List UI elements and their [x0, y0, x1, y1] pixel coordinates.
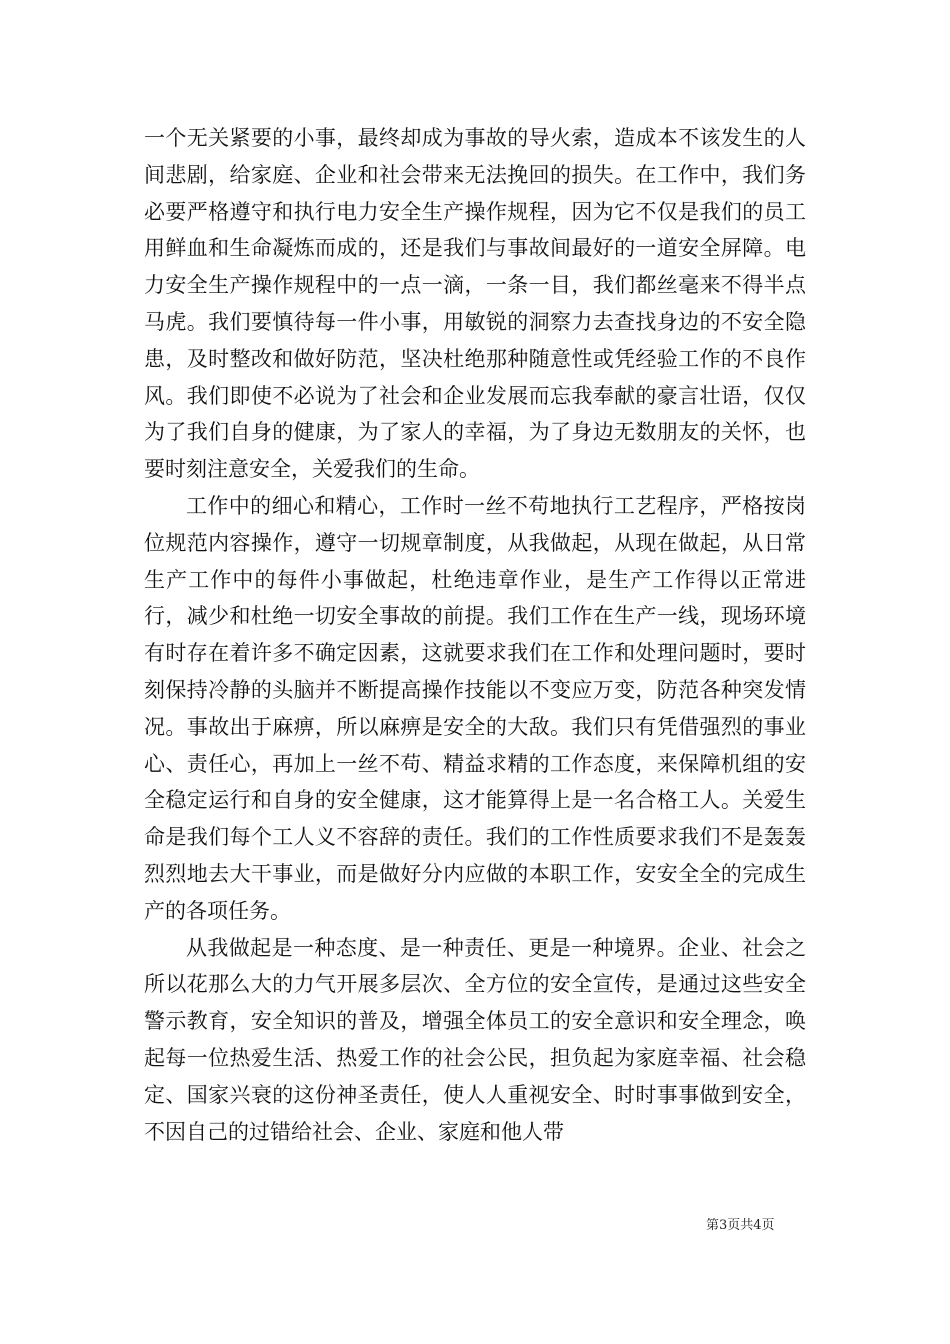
page-number-footer: 第3页共4页 — [706, 1218, 775, 1233]
paragraph-work-diligence: 工作中的细心和精心，工作时一丝不苟地执行工艺程序，严格按岗位规范内容操作，遵守一切规章制度，从我做起，从现在做起，从日常生产工作中的每件小事做起，杜绝违章作业，是生产工作得以正常进行，减少和杜绝一切安全事故的前提。我们工作在生产一线，现场环境有时存在着许多不确定因素，这就要求我们在工作和处理问题时，要时刻保持冷静的头脑并不断提高操作技能以不变应万变，防范各种突发情况。事故出于麻痹，所以麻痹是安全的大敌。我们只有凭借强烈的事业心、责任心，再加上一丝不苟、精益求精的工作态度，来保障机组的安全稳定运行和自身的安全健康，这才能算得上是一名合格工人。关爱生命是我们每个工人义不容辞的责任。我们的工作性质要求我们不是轰轰烈烈地去大干事业，而是做好分内应做的本职工作，安安全全的完成生产的各项任务。 — [144, 493, 806, 923]
document-body — [144, 120, 806, 1150]
paragraph-start-from-me: 从我做起是一种态度、是一种责任、更是一种境界。企业、社会之所以花那么大的力气开展多层次、全方位的安全宣传，是通过这些安全警示教育，安全知识的普及，增强全体员工的安全意识和安全理念，唤起每一位热爱生活、热爱工作的社会公民，担负起为家庭幸福、社会稳定、国家兴衰的这份神圣责任，使人人重视安全、时时事事做到安全，不因自己的过错给社会、企业、家庭和他人带 — [144, 935, 806, 1144]
paragraph-continuation: 一个无关紧要的小事，最终却成为事故的导火索，造成本不该发生的人间悲剧，给家庭、企业和社会带来无法挽回的损失。在工作中，我们务必要严格遵守和执行电力安全生产操作规程，因为它不仅是我们的员工用鲜血和生命凝炼而成的，还是我们与事故间最好的一道安全屏障。电力安全生产操作规程中的一点一滴，一条一目，我们都丝毫来不得半点马虎。我们要慎待每一件小事，用敏锐的洞察力去查找身边的不安全隐患，及时整改和做好防范，坚决杜绝那种随意性或凭经验工作的不良作风。我们即使不必说为了社会和企业发展而忘我奉献的豪言壮语，仅仅为了我们自身的健康，为了家人的幸福，为了身边无数朋友的关怀，也要时刻注意安全，关爱我们的生命。 — [144, 126, 806, 482]
